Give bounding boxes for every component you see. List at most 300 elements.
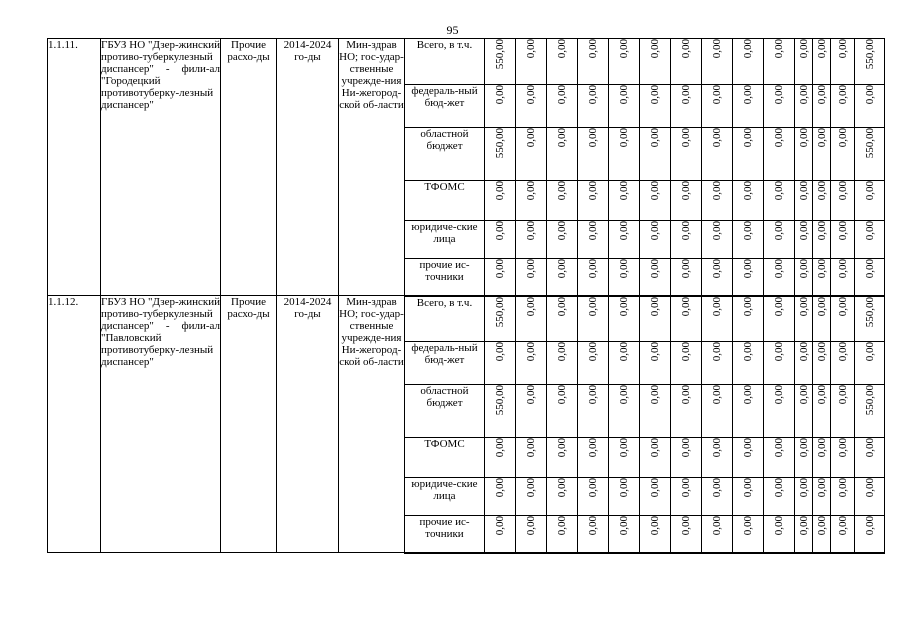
- value-text: 0,00: [863, 438, 876, 458]
- value-text: 0,00: [680, 128, 692, 148]
- value-cell: [547, 516, 578, 553]
- value-cell: [640, 516, 671, 553]
- value-cell: [547, 342, 578, 385]
- value-cell: [578, 296, 609, 342]
- value-text: 0,00: [618, 478, 630, 498]
- funding-source-label: Всего, в т.ч.: [405, 39, 485, 85]
- value-cell: [702, 85, 733, 128]
- value-cell: [813, 516, 831, 553]
- value-cell: [671, 478, 702, 516]
- value-text: 0,00: [587, 438, 599, 458]
- value-text: 0,00: [742, 181, 754, 201]
- value-cell: [671, 85, 702, 128]
- responsible-party: Мин-здрав НО; гос-удар-ственные учрежде-ния Ни-жегород-ской об-ласти: [339, 296, 405, 553]
- value-text: 0,00: [797, 478, 810, 498]
- value-text: 0,00: [863, 342, 876, 362]
- value-cell: [671, 516, 702, 553]
- value-cell: [516, 342, 547, 385]
- value-cell: [578, 85, 609, 128]
- responsible-party: Мин-здрав НО; гос-удар-ственные учрежде-ния Ни-жегород-ской об-ласти: [339, 39, 405, 296]
- value-text: 0,00: [649, 181, 661, 201]
- value-cell: [813, 385, 831, 438]
- value-cell: [640, 39, 671, 85]
- value-text: 0,00: [815, 221, 828, 241]
- value-text: 0,00: [773, 385, 785, 405]
- value-cell: [547, 478, 578, 516]
- value-text: 0,00: [587, 478, 599, 498]
- value-text: 0,00: [649, 39, 661, 59]
- value-cell: [671, 296, 702, 342]
- value-text: 0,00: [649, 342, 661, 362]
- value-cell: [640, 259, 671, 296]
- value-text: 0,00: [556, 342, 568, 362]
- value-text: 0,00: [649, 85, 661, 105]
- funding-source-label: областной бюджет: [405, 385, 485, 438]
- value-cell: [609, 296, 640, 342]
- value-cell: [813, 128, 831, 181]
- value-cell: [813, 478, 831, 516]
- value-cell: [485, 438, 516, 478]
- value-cell: [671, 181, 702, 221]
- value-cell: [702, 259, 733, 296]
- value-cell: [855, 259, 885, 296]
- value-text: 0,00: [863, 85, 876, 105]
- funding-source-label: федераль-ный бюд-жет: [405, 342, 485, 385]
- value-cell: [640, 342, 671, 385]
- value-cell: [609, 259, 640, 296]
- value-cell: [516, 128, 547, 181]
- value-text: 0,00: [649, 478, 661, 498]
- value-text: 0,00: [587, 342, 599, 362]
- value-cell: [813, 259, 831, 296]
- value-text: 0,00: [587, 296, 599, 316]
- value-cell: [578, 259, 609, 296]
- value-cell: [733, 221, 764, 259]
- value-text: 0,00: [649, 221, 661, 241]
- value-cell: [855, 342, 885, 385]
- value-text: 0,00: [618, 342, 630, 362]
- value-cell: [547, 385, 578, 438]
- value-text: 0,00: [494, 221, 506, 241]
- value-text: 0,00: [618, 85, 630, 105]
- value-text: 550,00: [494, 128, 506, 159]
- value-text: 0,00: [711, 342, 723, 362]
- value-text: 550,00: [494, 39, 506, 70]
- value-cell: [485, 85, 516, 128]
- period: 2014-2024 го-ды: [277, 39, 339, 296]
- value-cell: [795, 39, 813, 85]
- value-cell: [702, 478, 733, 516]
- value-cell: [764, 128, 795, 181]
- value-cell: [640, 128, 671, 181]
- value-cell: [547, 39, 578, 85]
- value-text: 0,00: [711, 478, 723, 498]
- value-text: 0,00: [773, 128, 785, 148]
- value-text: 0,00: [587, 385, 599, 405]
- value-cell: [795, 221, 813, 259]
- value-cell: [855, 478, 885, 516]
- value-text: 0,00: [815, 385, 828, 405]
- value-text: 0,00: [587, 516, 599, 536]
- value-text: 0,00: [680, 385, 692, 405]
- period: 2014-2024 го-ды: [277, 296, 339, 553]
- value-text: 0,00: [711, 85, 723, 105]
- value-cell: [831, 516, 855, 553]
- value-text: 0,00: [494, 342, 506, 362]
- value-cell: [795, 181, 813, 221]
- value-text: 0,00: [556, 85, 568, 105]
- value-text: 0,00: [680, 516, 692, 536]
- value-cell: [547, 128, 578, 181]
- expense-type: Прочие расхо-ды: [221, 39, 277, 296]
- funding-source-label: федераль-ный бюд-жет: [405, 85, 485, 128]
- value-cell: [547, 259, 578, 296]
- value-cell: [795, 259, 813, 296]
- value-cell: [578, 128, 609, 181]
- value-text: 0,00: [797, 39, 810, 59]
- funding-source-label: областной бюджет: [405, 128, 485, 181]
- value-text: 0,00: [587, 181, 599, 201]
- value-cell: [516, 385, 547, 438]
- value-text: 0,00: [556, 385, 568, 405]
- value-text: 0,00: [815, 478, 828, 498]
- value-text: 0,00: [863, 478, 876, 498]
- value-text: 0,00: [525, 478, 537, 498]
- value-cell: [702, 296, 733, 342]
- value-cell: [831, 296, 855, 342]
- value-cell: [547, 296, 578, 342]
- value-cell: [640, 181, 671, 221]
- value-text: 0,00: [863, 516, 876, 536]
- value-text: 0,00: [797, 128, 810, 148]
- value-text: 0,00: [773, 85, 785, 105]
- value-text: 0,00: [618, 128, 630, 148]
- value-cell: [855, 181, 885, 221]
- value-text: 0,00: [525, 385, 537, 405]
- value-text: 0,00: [815, 438, 828, 458]
- value-text: 0,00: [711, 385, 723, 405]
- value-cell: [547, 221, 578, 259]
- value-text: 0,00: [494, 478, 506, 498]
- value-cell: [640, 296, 671, 342]
- value-cell: [795, 85, 813, 128]
- value-cell: [813, 181, 831, 221]
- value-text: 0,00: [815, 128, 828, 148]
- value-cell: [831, 259, 855, 296]
- value-text: 0,00: [618, 438, 630, 458]
- value-cell: [831, 342, 855, 385]
- value-text: 0,00: [494, 516, 506, 536]
- value-text: 0,00: [618, 516, 630, 536]
- value-cell: [855, 128, 885, 181]
- value-text: 0,00: [742, 516, 754, 536]
- value-text: 0,00: [773, 478, 785, 498]
- value-text: 0,00: [836, 259, 849, 279]
- value-cell: [702, 516, 733, 553]
- value-cell: [764, 342, 795, 385]
- value-cell: [578, 181, 609, 221]
- value-text: 0,00: [742, 296, 754, 316]
- value-text: 0,00: [680, 438, 692, 458]
- value-text: 0,00: [525, 39, 537, 59]
- value-text: 550,00: [863, 128, 876, 159]
- value-cell: [831, 478, 855, 516]
- value-text: 0,00: [618, 39, 630, 59]
- value-cell: [547, 181, 578, 221]
- value-text: 0,00: [680, 181, 692, 201]
- funding-source-label: ТФОМС: [405, 181, 485, 221]
- value-text: 0,00: [556, 181, 568, 201]
- value-cell: [733, 342, 764, 385]
- value-text: 550,00: [863, 296, 876, 327]
- value-text: 0,00: [525, 296, 537, 316]
- value-cell: [640, 478, 671, 516]
- budget-table: [47, 38, 885, 554]
- value-text: 0,00: [680, 39, 692, 59]
- item-number: 1.1.11.: [48, 39, 101, 296]
- value-cell: [733, 516, 764, 553]
- value-cell: [516, 296, 547, 342]
- value-text: 0,00: [797, 342, 810, 362]
- value-cell: [831, 385, 855, 438]
- value-text: 0,00: [680, 478, 692, 498]
- value-text: 0,00: [773, 516, 785, 536]
- value-cell: [764, 478, 795, 516]
- value-text: 0,00: [680, 296, 692, 316]
- value-cell: [831, 438, 855, 478]
- value-cell: [855, 221, 885, 259]
- value-cell: [813, 221, 831, 259]
- value-text: 0,00: [525, 438, 537, 458]
- value-cell: [609, 342, 640, 385]
- value-cell: [578, 385, 609, 438]
- value-text: 0,00: [525, 516, 537, 536]
- value-cell: [855, 296, 885, 342]
- value-cell: [764, 181, 795, 221]
- value-text: 0,00: [587, 221, 599, 241]
- value-cell: [795, 438, 813, 478]
- value-text: 0,00: [618, 385, 630, 405]
- page-number: 95: [446, 23, 459, 37]
- value-text: 0,00: [711, 516, 723, 536]
- item-name: ГБУЗ НО "Дзер-жинский противо-туберкулезный диспансер" - фили-ал "Павловский противотуберку-лезный диспансер": [101, 296, 221, 553]
- funding-source-label: ТФОМС: [405, 438, 485, 478]
- value-cell: [578, 342, 609, 385]
- value-text: 0,00: [836, 478, 849, 498]
- value-cell: [671, 438, 702, 478]
- value-cell: [609, 181, 640, 221]
- funding-source-label: прочие ис-точники: [405, 259, 485, 296]
- value-text: 0,00: [836, 385, 849, 405]
- value-text: 0,00: [797, 259, 810, 279]
- value-text: 0,00: [836, 128, 849, 148]
- funding-source-label: Всего, в т.ч.: [405, 296, 485, 342]
- value-cell: [671, 128, 702, 181]
- value-cell: [609, 85, 640, 128]
- value-cell: [831, 181, 855, 221]
- value-text: 0,00: [742, 128, 754, 148]
- value-text: 0,00: [711, 221, 723, 241]
- value-cell: [485, 128, 516, 181]
- value-text: 0,00: [773, 296, 785, 316]
- value-text: 550,00: [863, 39, 876, 70]
- value-text: 0,00: [797, 181, 810, 201]
- value-cell: [516, 438, 547, 478]
- funding-source-label: юридиче-ские лица: [405, 221, 485, 259]
- value-text: 0,00: [742, 478, 754, 498]
- value-text: 0,00: [556, 516, 568, 536]
- value-text: 0,00: [587, 39, 599, 59]
- value-cell: [485, 39, 516, 85]
- value-cell: [609, 478, 640, 516]
- item-name: ГБУЗ НО "Дзер-жинский противо-туберкулезный диспансер" - фили-ал "Городецкий противотуберку-лезный диспансер": [101, 39, 221, 296]
- value-text: 0,00: [836, 221, 849, 241]
- value-cell: [702, 342, 733, 385]
- value-cell: [578, 39, 609, 85]
- value-text: 0,00: [711, 181, 723, 201]
- value-text: 0,00: [836, 296, 849, 316]
- value-cell: [516, 516, 547, 553]
- value-text: 0,00: [797, 296, 810, 316]
- value-text: 0,00: [773, 181, 785, 201]
- value-text: 0,00: [649, 385, 661, 405]
- value-text: 0,00: [742, 85, 754, 105]
- value-cell: [855, 385, 885, 438]
- value-text: 0,00: [797, 438, 810, 458]
- value-cell: [795, 385, 813, 438]
- value-text: 0,00: [773, 342, 785, 362]
- value-text: 0,00: [556, 259, 568, 279]
- value-text: 0,00: [556, 438, 568, 458]
- value-text: 0,00: [525, 221, 537, 241]
- value-cell: [485, 259, 516, 296]
- value-text: 0,00: [815, 516, 828, 536]
- value-cell: [764, 39, 795, 85]
- value-text: 0,00: [742, 342, 754, 362]
- value-text: 0,00: [525, 128, 537, 148]
- value-text: 0,00: [815, 39, 828, 59]
- value-text: 0,00: [556, 221, 568, 241]
- value-text: 0,00: [742, 259, 754, 279]
- value-cell: [485, 478, 516, 516]
- value-cell: [764, 385, 795, 438]
- value-text: 0,00: [773, 259, 785, 279]
- value-cell: [485, 516, 516, 553]
- value-cell: [578, 438, 609, 478]
- value-cell: [702, 128, 733, 181]
- value-cell: [795, 516, 813, 553]
- value-text: 0,00: [525, 85, 537, 105]
- value-cell: [671, 39, 702, 85]
- table-row: [48, 296, 885, 342]
- value-cell: [609, 516, 640, 553]
- value-text: 0,00: [649, 128, 661, 148]
- value-text: 0,00: [773, 39, 785, 59]
- value-cell: [733, 259, 764, 296]
- value-cell: [516, 85, 547, 128]
- value-text: 0,00: [556, 296, 568, 316]
- value-cell: [831, 221, 855, 259]
- value-text: 0,00: [711, 259, 723, 279]
- value-text: 0,00: [680, 342, 692, 362]
- value-cell: [609, 128, 640, 181]
- value-text: 0,00: [618, 259, 630, 279]
- value-cell: [578, 478, 609, 516]
- value-cell: [609, 39, 640, 85]
- value-text: 0,00: [863, 221, 876, 241]
- value-cell: [855, 39, 885, 85]
- value-text: 0,00: [836, 342, 849, 362]
- value-text: 0,00: [618, 181, 630, 201]
- value-cell: [702, 221, 733, 259]
- expense-type: Прочие расхо-ды: [221, 296, 277, 553]
- value-cell: [764, 438, 795, 478]
- value-text: 0,00: [680, 221, 692, 241]
- value-cell: [795, 342, 813, 385]
- value-text: 0,00: [494, 438, 506, 458]
- value-cell: [764, 221, 795, 259]
- value-cell: [733, 85, 764, 128]
- value-text: 0,00: [863, 259, 876, 279]
- value-text: 0,00: [525, 181, 537, 201]
- value-text: 0,00: [815, 342, 828, 362]
- value-text: 550,00: [863, 385, 876, 416]
- value-text: 0,00: [711, 39, 723, 59]
- value-text: 0,00: [815, 181, 828, 201]
- value-cell: [795, 128, 813, 181]
- value-cell: [671, 259, 702, 296]
- value-text: 0,00: [587, 259, 599, 279]
- value-cell: [516, 259, 547, 296]
- value-cell: [813, 342, 831, 385]
- value-cell: [485, 181, 516, 221]
- value-cell: [855, 438, 885, 478]
- value-cell: [671, 342, 702, 385]
- value-cell: [831, 128, 855, 181]
- value-cell: [831, 39, 855, 85]
- value-text: 0,00: [525, 342, 537, 362]
- value-text: 0,00: [797, 385, 810, 405]
- value-cell: [733, 128, 764, 181]
- funding-source-label: юридиче-ские лица: [405, 478, 485, 516]
- value-cell: [764, 296, 795, 342]
- value-cell: [813, 85, 831, 128]
- value-cell: [578, 516, 609, 553]
- value-cell: [516, 478, 547, 516]
- value-text: 0,00: [618, 296, 630, 316]
- value-text: 0,00: [742, 385, 754, 405]
- value-cell: [795, 478, 813, 516]
- value-text: 550,00: [494, 385, 506, 416]
- value-text: 0,00: [742, 221, 754, 241]
- value-text: 0,00: [649, 296, 661, 316]
- value-text: 0,00: [649, 516, 661, 536]
- value-text: 0,00: [649, 259, 661, 279]
- value-text: 0,00: [863, 181, 876, 201]
- value-cell: [764, 259, 795, 296]
- value-cell: [671, 221, 702, 259]
- value-text: 0,00: [797, 85, 810, 105]
- value-text: 0,00: [836, 85, 849, 105]
- value-text: 0,00: [618, 221, 630, 241]
- value-text: 0,00: [797, 516, 810, 536]
- value-cell: [609, 438, 640, 478]
- value-cell: [640, 438, 671, 478]
- value-text: 0,00: [711, 438, 723, 458]
- value-cell: [485, 385, 516, 438]
- value-cell: [516, 181, 547, 221]
- value-cell: [485, 221, 516, 259]
